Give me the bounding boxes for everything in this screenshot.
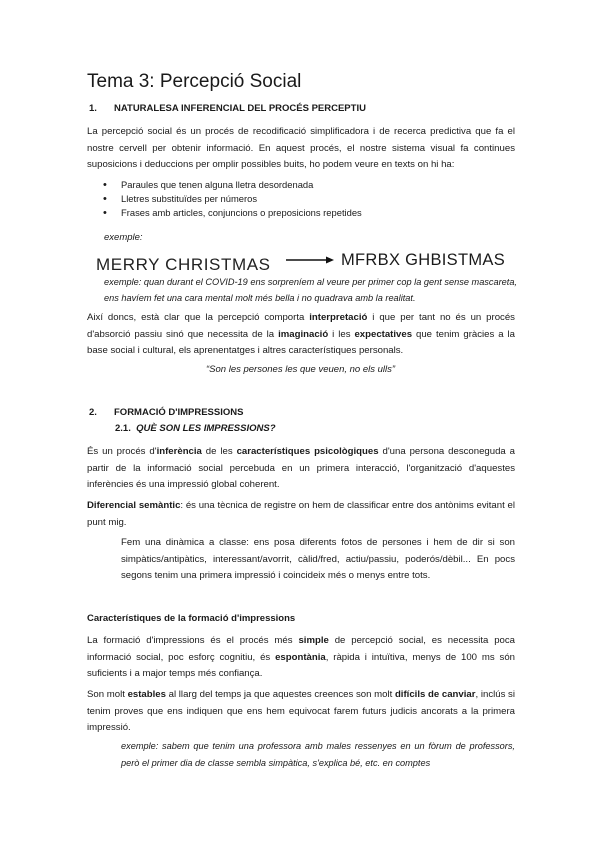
example-altered-text: MFRBX GHBISTMAS	[341, 251, 506, 269]
para-text: de percepció social, es necessita poca informació social, poc esforç cognitiu, és	[87, 635, 515, 663]
subsection-number: 2.1.	[115, 423, 131, 434]
impressions-definition	[87, 444, 515, 494]
para-bold: interpretació	[309, 312, 368, 323]
covid-example: exemple: quan durant el COVID-19 ens sorpreníem al veure per primer cop la gent sense mascareta, ens havíem fet una cara mental molt més bella i no quadrava amb la realitat.	[104, 277, 517, 303]
para-bold: expectatives	[354, 328, 413, 340]
arrow-right-icon	[286, 255, 334, 265]
subsection-title: QUÈ SON LES IMPRESSIONS?	[136, 423, 276, 434]
para-text: Son molt	[87, 689, 128, 700]
para-bold: inferència	[156, 446, 202, 457]
para-bold: imaginació	[278, 328, 329, 340]
para-text: La formació d'impressions és el procés més	[87, 635, 299, 646]
para-text: És un procés d'	[87, 446, 157, 457]
para-text: , ràpida i intuïtiva, menys de 100 ms són suficients i a major temps més confiança.	[87, 651, 515, 679]
perception-paragraph	[87, 310, 515, 360]
para-text: i les	[328, 328, 355, 340]
para-text: al llarg del temps ja que aquestes creences son molt	[165, 689, 395, 700]
subsection-heading	[115, 423, 276, 434]
list-item: • Frases amb articles, conjuncions o preposicions repetides	[103, 206, 362, 220]
section-2-number: 2.	[89, 407, 97, 418]
para-text: , inclús si tenim proves que ens indiquen que ens hem equivocat farem futurs judicis ancorats a la primera impressió.	[87, 689, 515, 733]
para-bold: espontània	[275, 651, 326, 663]
para-bold: difícils de canviar	[394, 689, 476, 700]
example-original-text: MERRY CHRISTMAS	[96, 255, 271, 274]
example-original-clip	[96, 250, 286, 274]
section-1-number: 1.	[89, 103, 97, 114]
para-text: que tenim gràcies a la base social i cultural, els aprenentatges i altres característiques personals.	[87, 328, 515, 356]
section-1-heading	[89, 103, 366, 114]
para-text: i que per tant no és un procés d'absorció passiu sinó que necessita de la	[87, 312, 515, 340]
section-2-title: FORMACIÓ D'IMPRESSIONS	[114, 407, 244, 418]
characteristics-heading: Característiques de la formació d'impressions	[87, 613, 296, 624]
section-2-heading	[89, 407, 243, 418]
characteristics-paragraph-1	[87, 633, 515, 683]
para-text: : és una tècnica de registre on hem de classificar entre dos antònims evitant el punt mig.	[87, 500, 515, 528]
list-item: • Paraules que tenen alguna lletra desordenada	[103, 178, 362, 192]
characteristics-paragraph-2	[87, 687, 515, 737]
para-bold: simple	[298, 635, 329, 646]
section-1-title: NATURALESA INFERENCIAL DEL PROCÉS PERCEPTIU	[114, 103, 366, 114]
para-bold: característiques psicològiques	[236, 446, 379, 457]
para-text: de les	[201, 446, 237, 457]
professor-example: exemple: sabem que tenim una professora amb males ressenyes en un fòrum de professors, però el primer dia de classe sembla simpàtica, s'explica bé, etc. en comptes	[121, 741, 515, 768]
example-label: exemple:	[104, 232, 143, 243]
para-text: d'una persona desconeguda a partir de la informació social percebuda en un primera interacció, l'organització d'aquestes inferències és una impressió global coherent.	[87, 446, 516, 490]
page-title: Tema 3: Percepció Social	[87, 71, 302, 92]
section-1-intro: La percepció social és un procés de recodificació simplificadora i de recerca predictiva que fa el nostre cervell per obtenir informació. En aquest procés, el nostre sistema visual fa continues suposicions i deduccions per omplir possibles buits, ho podem veure en texts on hi ha:	[87, 126, 515, 170]
semantic-differential	[87, 498, 515, 531]
para-text: Així doncs, està clar que la percepció comporta	[87, 312, 310, 323]
class-dynamic: Fem una dinàmica a classe: ens posa diferents fotos de persones i hem de dir si son simpàtics/antipàtics, interessant/avorrit, càlid/fred, actiu/passiu, poderós/dèbil... En pocs segons tenim una primera impressió i coincideix més o menys entre tots.	[121, 537, 515, 581]
list-item: • Lletres substituïdes per números	[103, 192, 362, 206]
bullet-list	[103, 178, 362, 220]
para-bold: Diferencial semàntic	[87, 500, 181, 511]
quote: “Son les persones les que veuen, no els ulls”	[206, 364, 396, 375]
para-bold: estables	[127, 689, 166, 700]
